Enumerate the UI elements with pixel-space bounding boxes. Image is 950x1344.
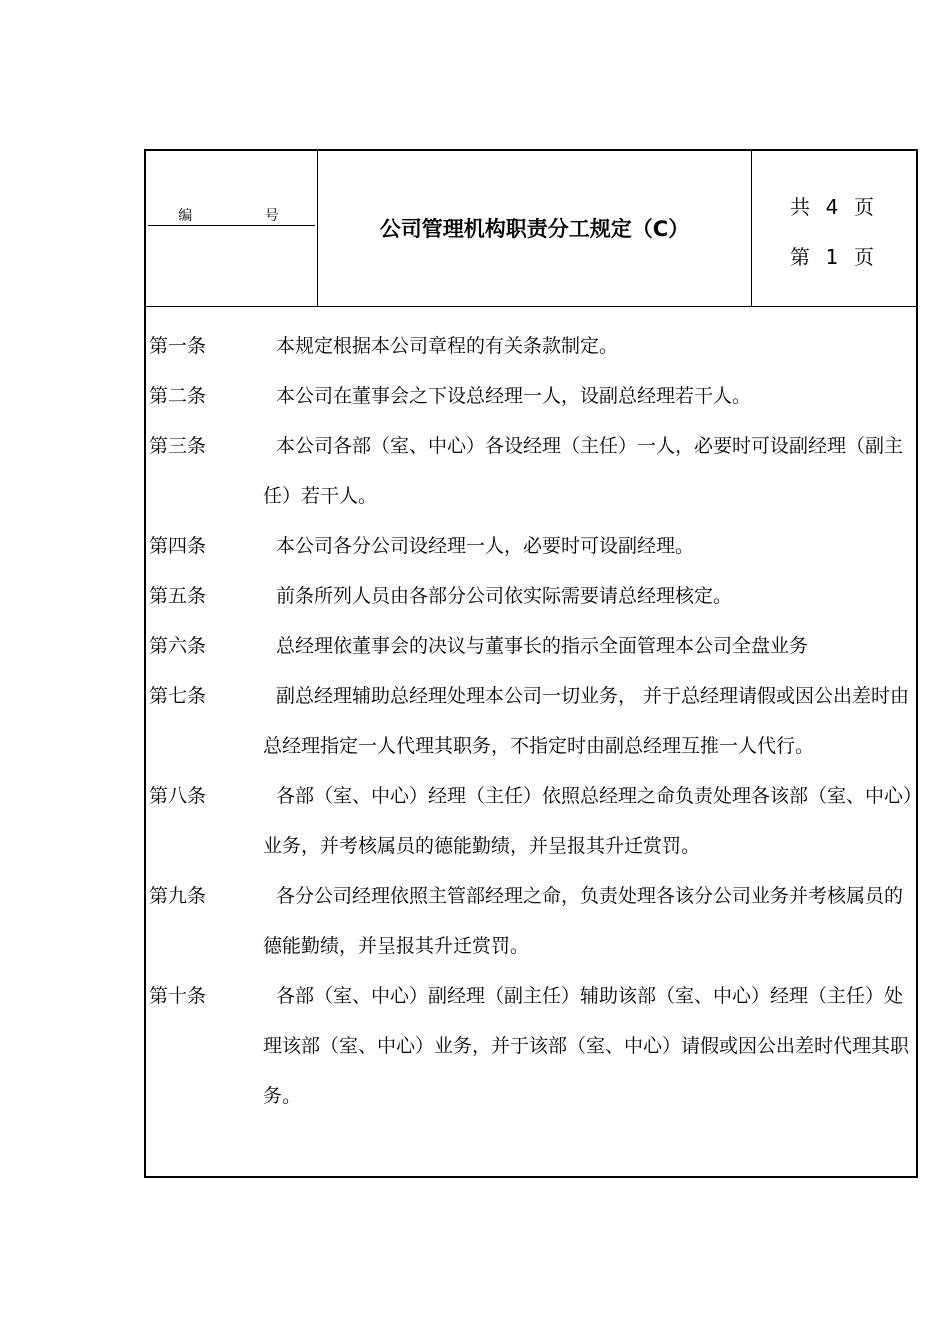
article-label: 第七条 (149, 685, 207, 707)
document-number-underline (148, 225, 315, 226)
article-label: 第六条 (149, 635, 207, 657)
document-title-cell (318, 151, 752, 306)
article-6 (146, 621, 916, 671)
article-1 (146, 321, 916, 371)
article-text: 本公司在董事会之下设总经理一人，设副总经理若干人。 (276, 385, 752, 407)
article-text: 总经理依董事会的决议与董事长的指示全面管理本公司全盘业务 (276, 635, 809, 657)
page-total-prefix: 共 (790, 195, 810, 219)
article-text: 各分公司经理依照主管部经理之命，负责处理各该分公司业务并考核属员的德能勤绩，并呈报其升迁赏罚。 (263, 885, 904, 957)
article-label: 第十条 (149, 985, 207, 1007)
article-label: 第五条 (149, 585, 207, 607)
document-number-cell (146, 151, 318, 306)
page-current-prefix: 第 (790, 245, 810, 269)
page-current-suffix: 页 (854, 245, 874, 269)
article-text: 本公司各分公司设经理一人，必要时可设副经理。 (276, 535, 695, 557)
document-number-label: 编 号 (178, 208, 313, 224)
document-frame (144, 149, 918, 1178)
article-7 (146, 671, 916, 771)
article-text: 本公司各部（室、中心）各设经理（主任）一人，必要时可设副经理（副主任）若干人。 (263, 435, 904, 507)
document-title: 公司管理机构职责分工规定（C） (379, 217, 690, 241)
articles-list (146, 321, 916, 1121)
article-label: 第二条 (149, 385, 207, 407)
article-text: 本规定根据本公司章程的有关条款制定。 (276, 335, 619, 357)
article-text: 各部（室、中心）经理（主任）依照总经理之命负责处理各该部（室、中心）业务，并考核属员的德能勤绩，并呈报其升迁赏罚。 (263, 785, 913, 857)
article-2 (146, 371, 916, 421)
page-total-number: 4 (825, 195, 839, 219)
page-info-cell (752, 151, 916, 306)
article-label: 第九条 (149, 885, 207, 907)
article-5 (146, 571, 916, 621)
article-label: 第三条 (149, 435, 207, 457)
page-total (790, 191, 874, 220)
page-current-number: 1 (825, 245, 839, 269)
article-text: 各部（室、中心）副经理（副主任）辅助该部（室、中心）经理（主任）处理该部（室、中心）业务，并于该部（室、中心）请假或因公出差时代理其职务。 (263, 985, 910, 1107)
article-4 (146, 521, 916, 571)
article-8 (146, 771, 916, 871)
article-label: 第八条 (149, 785, 207, 807)
page-current (790, 241, 874, 270)
article-text: 副总经理辅助总经理处理本公司一切业务， 并于总经理请假或因公出差时由总经理指定一人代理其职务，不指定时由副总经理互推一人代行。 (263, 685, 910, 757)
article-9 (146, 871, 916, 971)
article-10 (146, 971, 916, 1121)
article-label: 第四条 (149, 535, 207, 557)
document-header (146, 151, 916, 307)
page-total-suffix: 页 (854, 195, 874, 219)
article-text: 前条所列人员由各部分公司依实际需要请总经理核定。 (276, 585, 733, 607)
article-3 (146, 421, 916, 521)
article-label: 第一条 (149, 335, 207, 357)
